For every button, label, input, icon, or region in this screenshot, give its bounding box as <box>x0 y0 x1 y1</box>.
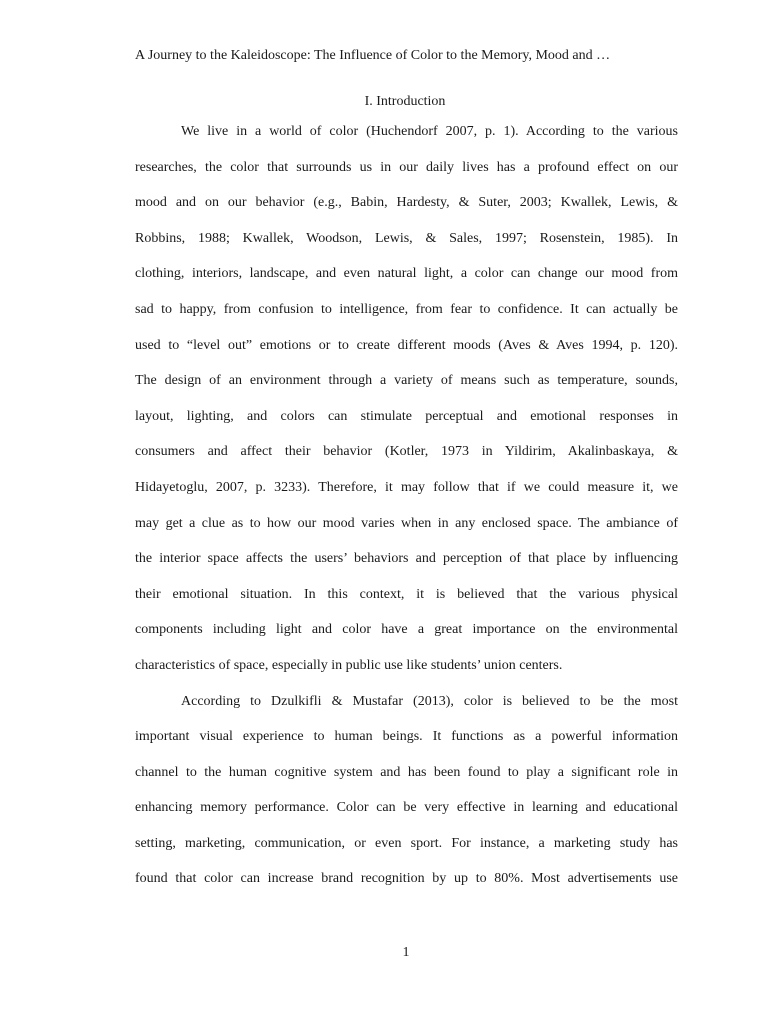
paragraph-line: clothing, interiors, landscape, and even natural light, a color can change our mood from <box>135 266 678 282</box>
running-head: A Journey to the Kaleidoscope: The Influence of Color to the Memory, Mood and … <box>135 48 611 63</box>
paragraph-line: layout, lighting, and colors can stimulate perceptual and emotional responses in <box>135 408 678 424</box>
paragraph-line: their emotional situation. In this context, it is believed that the various physical <box>135 586 678 602</box>
paragraph-line: enhancing memory performance. Color can be very effective in learning and educational <box>135 800 678 816</box>
paragraph-line: setting, marketing, communication, or even sport. For instance, a marketing study has <box>135 835 678 851</box>
paragraph-line: mood and on our behavior (e.g., Babin, Hardesty, & Suter, 2003; Kwallek, Lewis, & <box>135 195 678 211</box>
paragraph-line: researches, the color that surrounds us in our daily lives has a profound effect on our <box>135 159 678 175</box>
paragraph-line: found that color can increase brand recognition by up to 80%. Most advertisements use <box>135 871 678 887</box>
paragraph-line: We live in a world of color (Huchendorf 2007, p. 1). According to the various <box>181 124 678 139</box>
paragraph-line: According to Dzulkifli & Mustafar (2013), color is believed to be the most <box>181 693 678 709</box>
paragraph-line: components including light and color have a great importance on the environmental <box>135 622 678 638</box>
paragraph-line: used to “level out” emotions or to create different moods (Aves & Aves 1994, p. 120). <box>135 337 678 353</box>
paragraph-line: sad to happy, from confusion to intelligence, from fear to confidence. It can actually be <box>135 301 678 317</box>
body-text <box>135 121 678 904</box>
paragraph-line: the interior space affects the users’ behaviors and perception of that place by influencing <box>135 551 678 567</box>
section-heading: I. Introduction <box>364 94 446 109</box>
paragraph-line: may get a clue as to how our mood varies when in any enclosed space. The ambiance of <box>135 515 678 531</box>
paragraph-line: characteristics of space, especially in public use like students’ union centers. <box>135 657 563 673</box>
paragraph-line: Hidayetoglu, 2007, p. 3233). Therefore, it may follow that if we could measure it, we <box>135 479 678 495</box>
paragraph-line: Robbins, 1988; Kwallek, Woodson, Lewis, & Sales, 1997; Rosenstein, 1985). In <box>135 230 678 246</box>
paragraph-line: channel to the human cognitive system and has been found to play a significant role in <box>135 764 678 780</box>
paragraph-line: important visual experience to human beings. It functions as a powerful information <box>135 729 678 745</box>
paragraph-line: consumers and affect their behavior (Kotler, 1973 in Yildirim, Akalinbaskaya, & <box>135 444 678 460</box>
paragraph-line: The design of an environment through a variety of means such as temperature, sounds, <box>135 373 678 389</box>
page-number: 1 <box>402 945 410 960</box>
